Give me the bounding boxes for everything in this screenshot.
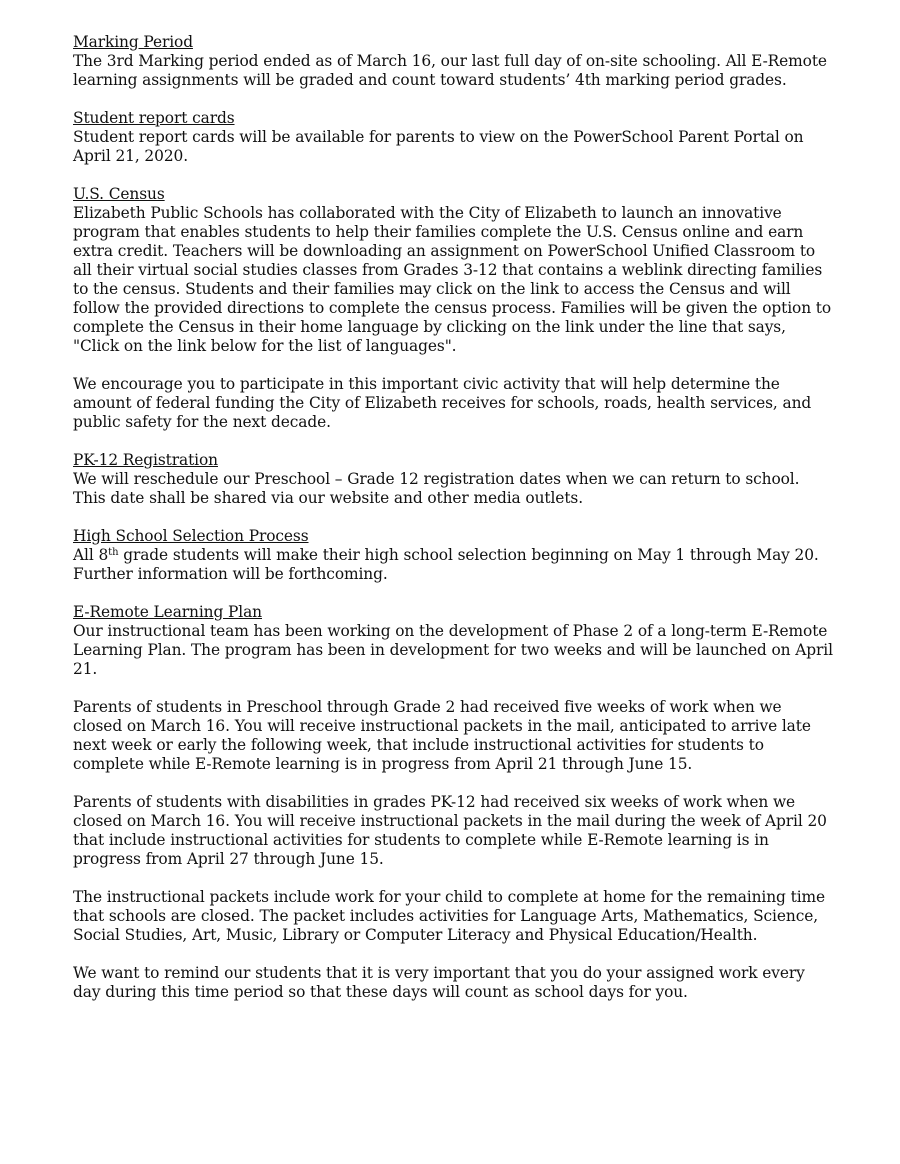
section-e-remote-plan [73,603,833,1002]
paragraph: The 3rd Marking period ended as of March 16, our last full day of on-site schooling. All E-Remote learning assignments will be graded and count toward students’ 4th marking period grades. [73,52,827,89]
section-heading: U.S. Census [73,185,165,203]
paragraph: Parents of students with disabilities in grades PK-12 had received six weeks of work when we closed on March 16. You will receive instructional packets in the mail during the week of April 20 that include instructional activities for students to complete while E-Remote learning is in progress from April 27 through June 15. [73,793,827,868]
section-census [73,185,833,432]
paragraph-prefix: All 8 [73,546,109,564]
paragraph-suffix: grade students will make their high school selection beginning on May 1 through May 20. Further information will be forthcoming. [73,546,819,583]
paragraph: We will reschedule our Preschool – Grade 12 registration dates when we can return to school. This date shall be shared via our website and other media outlets. [73,470,800,507]
section-registration [73,451,833,508]
section-high-school-selection [73,527,833,584]
section-marking-period [73,33,833,90]
section-heading: Student report cards [73,109,235,127]
section-report-cards [73,109,833,166]
paragraph: Student report cards will be available for parents to view on the PowerSchool Parent Portal on April 21, 2020. [73,128,804,165]
paragraph [73,546,833,584]
paragraph: Parents of students in Preschool through Grade 2 had received five weeks of work when we closed on March 16. You will receive instructional packets in the mail, anticipated to arrive late next week or early the following week, that include instructional activities for students to complete while E-Remote learning is in progress from April 21 through June 15. [73,698,811,773]
section-heading: High School Selection Process [73,527,309,545]
paragraph: Our instructional team has been working on the development of Phase 2 of a long-term E-Remote Learning Plan. The program has been in development for two weeks and will be launched on April 21. [73,622,833,678]
paragraph: We want to remind our students that it is very important that you do your assigned work every day during this time period so that these days will count as school days for you. [73,964,805,1001]
ordinal-superscript: th [108,547,119,558]
document-page [73,33,833,1021]
paragraph: Elizabeth Public Schools has collaborated with the City of Elizabeth to launch an innovative program that enables students to help their families complete the U.S. Census online and earn extra credit. Teachers will be downloading an assignment on PowerSchool Unified Classroom to all their virtual social studies classes from Grades 3-12 that contains a weblink directing families to the census. Students and their families may click on the link to access the Census and will follow the provided directions to complete the census process. Families will be given the option to complete the Census in their home language by clicking on the link under the line that says, "Click on the link below for the list of languages". [73,204,832,355]
section-heading: Marking Period [73,33,193,51]
paragraph: The instructional packets include work for your child to complete at home for the remaining time that schools are closed. The packet includes activities for Language Arts, Mathematics, Science, Social Studies, Art, Music, Library or Computer Literacy and Physical Education/Health. [73,888,826,944]
section-heading: E-Remote Learning Plan [73,603,262,621]
section-heading: PK-12 Registration [73,451,218,469]
paragraph: We encourage you to participate in this important civic activity that will help determine the amount of federal funding the City of Elizabeth receives for schools, roads, health services, and public safety for the next decade. [73,375,812,431]
